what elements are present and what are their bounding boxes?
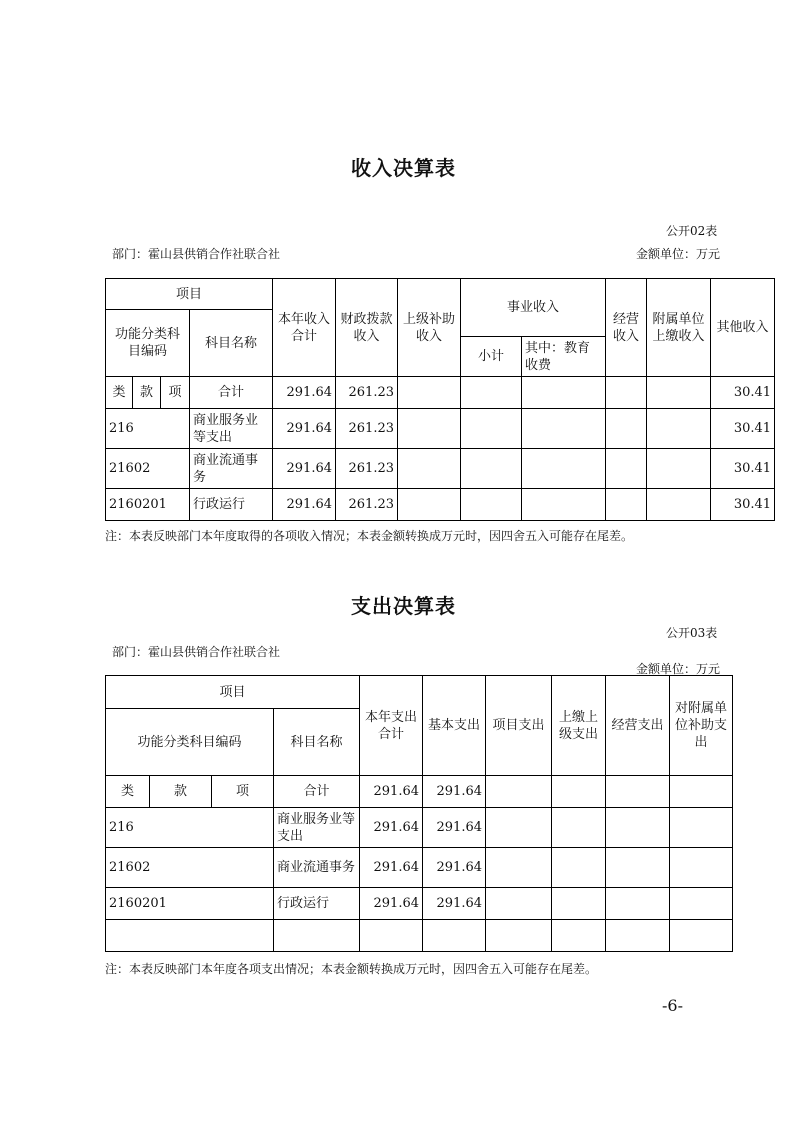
income-row-name: 商业流通事务	[190, 449, 273, 489]
expense-row-basic: 291.64	[423, 888, 486, 920]
expense-header-superior: 上缴上级支出	[552, 676, 606, 776]
expense-header-project-exp: 项目支出	[486, 676, 552, 776]
table-row	[106, 489, 775, 521]
income-header-business: 事业收入	[461, 279, 606, 337]
income-note: 注：本表反映部门本年度取得的各项收入情况；本表金额转换成万元时，因四舍五入可能存在尾差。	[105, 529, 634, 543]
expense-header-project: 项目	[106, 676, 360, 709]
expense-row-basic: 291.64	[423, 808, 486, 848]
expense-row-basic: 291.64	[423, 848, 486, 888]
expense-table-code: 公开03表	[666, 626, 718, 640]
income-row-other: 30.41	[711, 409, 775, 449]
expense-row-basic: 291.64	[423, 776, 486, 808]
expense-title: 支出决算表	[351, 594, 456, 618]
expense-row-name: 合计	[274, 776, 360, 808]
income-header-education: 其中：教育收费	[522, 337, 606, 377]
income-row-fiscal: 261.23	[336, 489, 398, 521]
expense-table	[105, 675, 733, 952]
expense-row-code: 216	[106, 808, 274, 848]
expense-note: 注：本表反映部门本年度各项支出情况；本表金额转换成万元时，因四舍五入可能存在尾差。	[105, 962, 598, 976]
income-header-subject-name: 科目名称	[190, 310, 273, 377]
expense-header-subject-name: 科目名称	[274, 709, 360, 776]
income-unit: 金额单位：万元	[636, 247, 721, 261]
expense-row-code: 21602	[106, 848, 274, 888]
income-header-superior: 上级补助收入	[398, 279, 461, 377]
table-row	[106, 808, 733, 848]
income-row-code: 216	[106, 409, 190, 449]
income-row-total: 291.64	[273, 449, 336, 489]
expense-row-code: 2160201	[106, 888, 274, 920]
expense-row-total: 291.64	[360, 888, 423, 920]
income-row-code: 21602	[106, 449, 190, 489]
expense-row-name: 行政运行	[274, 888, 360, 920]
income-header-project: 项目	[106, 279, 273, 310]
expense-row-total: 291.64	[360, 848, 423, 888]
income-row-other: 30.41	[711, 489, 775, 521]
expense-header-lei: 类	[106, 776, 150, 808]
income-row-total: 291.64	[273, 489, 336, 521]
table-row	[106, 449, 775, 489]
income-header-fiscal: 财政拨款收入	[336, 279, 398, 377]
income-header-func-code: 功能分类科目编码	[106, 310, 190, 377]
income-row-fiscal: 261.23	[336, 377, 398, 409]
expense-row-name: 商业服务业等支出	[274, 808, 360, 848]
expense-row-name: 商业流通事务	[274, 848, 360, 888]
income-header-lei: 类	[106, 377, 133, 409]
expense-header-kuan: 款	[150, 776, 212, 808]
income-table-code: 公开02表	[666, 224, 718, 238]
expense-row-total: 291.64	[360, 776, 423, 808]
income-row-fiscal: 261.23	[336, 409, 398, 449]
table-row-empty	[106, 920, 733, 952]
expense-header-basic: 基本支出	[423, 676, 486, 776]
income-table	[105, 278, 775, 521]
income-row-other: 30.41	[711, 449, 775, 489]
income-row-name: 行政运行	[190, 489, 273, 521]
income-department: 部门：霍山县供销合作社联合社	[112, 247, 281, 261]
expense-department: 部门：霍山县供销合作社联合社	[112, 645, 281, 659]
income-header-total: 本年收入合计	[273, 279, 336, 377]
expense-header-operating: 经营支出	[606, 676, 670, 776]
income-header-other: 其他收入	[711, 279, 775, 377]
income-row-name: 商业服务业等支出	[190, 409, 273, 449]
income-header-subtotal: 小计	[461, 337, 522, 377]
income-row-fiscal: 261.23	[336, 449, 398, 489]
income-header-kuan: 款	[133, 377, 161, 409]
expense-header-func-code: 功能分类科目编码	[106, 709, 274, 776]
expense-row-total: 291.64	[360, 808, 423, 848]
income-row-code: 2160201	[106, 489, 190, 521]
income-row-total: 291.64	[273, 377, 336, 409]
income-row-other: 30.41	[711, 377, 775, 409]
expense-header-xiang: 项	[212, 776, 274, 808]
income-header-xiang: 项	[161, 377, 190, 409]
table-row	[106, 888, 733, 920]
income-row-total: 291.64	[273, 409, 336, 449]
income-header-affiliated: 附属单位上缴收入	[647, 279, 711, 377]
table-row	[106, 848, 733, 888]
table-row	[106, 409, 775, 449]
income-row-name: 合计	[190, 377, 273, 409]
income-header-operating: 经营收入	[606, 279, 647, 377]
income-title: 收入决算表	[351, 156, 456, 180]
expense-unit: 金额单位：万元	[636, 662, 721, 676]
expense-header-total: 本年支出合计	[360, 676, 423, 776]
page-number: -6-	[662, 996, 683, 1015]
expense-header-affiliated: 对附属单位补助支出	[670, 676, 733, 776]
